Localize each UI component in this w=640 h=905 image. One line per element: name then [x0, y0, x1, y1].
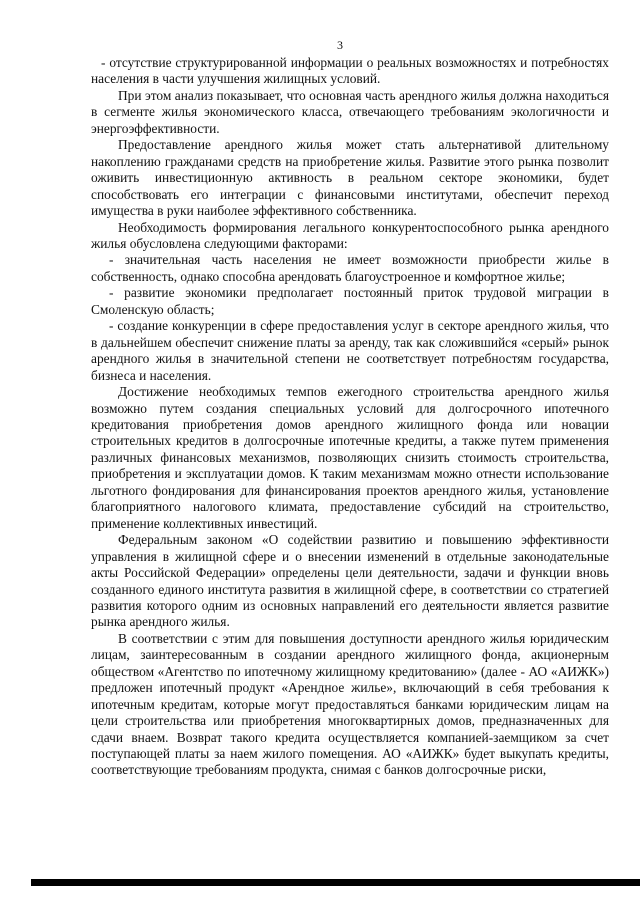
scan-edge-bar	[31, 879, 640, 886]
paragraph-structured-info: - отсутствие структурированной информации о реальных возможностях и потребностях населения в части улучшения жилищных условий.	[91, 55, 609, 87]
paragraph-analysis: При этом анализ показывает, что основная часть арендного жилья должна находиться в сегменте жилья экономического класса, отвечающего требованиям экологичности и энергоэффективности.	[91, 87, 609, 136]
paragraph-factor-migration: - развитие экономики предполагает постоянный приток трудовой миграции в Смоленскую область;	[91, 285, 609, 317]
body-text	[91, 55, 609, 779]
paragraph-factor-competition: - создание конкуренции в сфере предоставления услуг в секторе арендного жилья, что в дальнейшем обеспечит снижение платы за аренду, так как сложившийся «серый» рынок арендного жилья в значительной степени не соответствует потребностям государства, бизнеса и населения.	[91, 318, 609, 383]
paragraph-necessity: Необходимость формирования легального конкурентоспособного рынка арендного жилья обусловлена следующими факторами:	[91, 219, 609, 251]
paragraph-rental-alternative: Предоставление арендного жилья может стать альтернативой длительному накоплению гражданами средств на приобретение жилья. Развитие этого рынка позволит оживить инвестиционную активность в реальном секторе экономики, будет способствовать его интеграции с финансовыми институтами, обеспечит переход имущества в руки наиболее эффективного собственника.	[91, 137, 609, 219]
paragraph-construction-pace: Достижение необходимых темпов ежегодного строительства арендного жилья возможно путем создания специальных условий для долгосрочного ипотечного кредитования приобретения домов арендного жилищного фонда или новации строительных кредитов в долгосрочные ипотечные кредиты, а также путем применения различных финансовых механизмов, позволяющих снизить стоимость строительства, приобретения и эксплуатации домов. К таким механизмам можно отнести использование льготного фондирования для финансирования проектов арендного жилья, установление благоприятного налогового климата, предоставление субсидий на строительство, применение коллективных инвестиций.	[91, 384, 609, 531]
paragraph-federal-law: Федеральным законом «О содействии развитию и повышению эффективности управления в жилищной сфере и о внесении изменений в отдельные законодательные акты Российской Федерации» определены цели деятельности, задачи и функции вновь созданного единого института развития в жилищной сфере, в соответствии со стратегией развития которого одним из основных направлений его деятельности является развитие рынка арендного жилья.	[91, 532, 609, 630]
paragraph-aizhk-product: В соответствии с этим для повышения доступности арендного жилья юридическим лицам, заинтересованным в создании арендного жилищного фонда, акционерным обществом «Агентство по ипотечному жилищному кредитованию» (далее - АО «АИЖК») предложен ипотечный продукт «Арендное жилье», включающий в себя требования к ипотечным кредитам, которые могут предоставляться банками юридическим лицам на цели строительства или приобретения многоквартирных домов, предназначенных для сдачи внаем. Возврат такого кредита осуществляется компанией-заемщиком за счет поступающей платы за наем жилого помещения. АО «АИЖК» будет выкупать кредиты, соответствующие требованиям продукта, снимая с банков долгосрочные риски,	[91, 630, 609, 778]
page-number: 3	[337, 38, 343, 52]
paragraph-factor-population: - значительная часть населения не имеет возможности приобрести жилье в собственность, однако способна арендовать благоустроенное и комфортное жилье;	[91, 252, 609, 284]
